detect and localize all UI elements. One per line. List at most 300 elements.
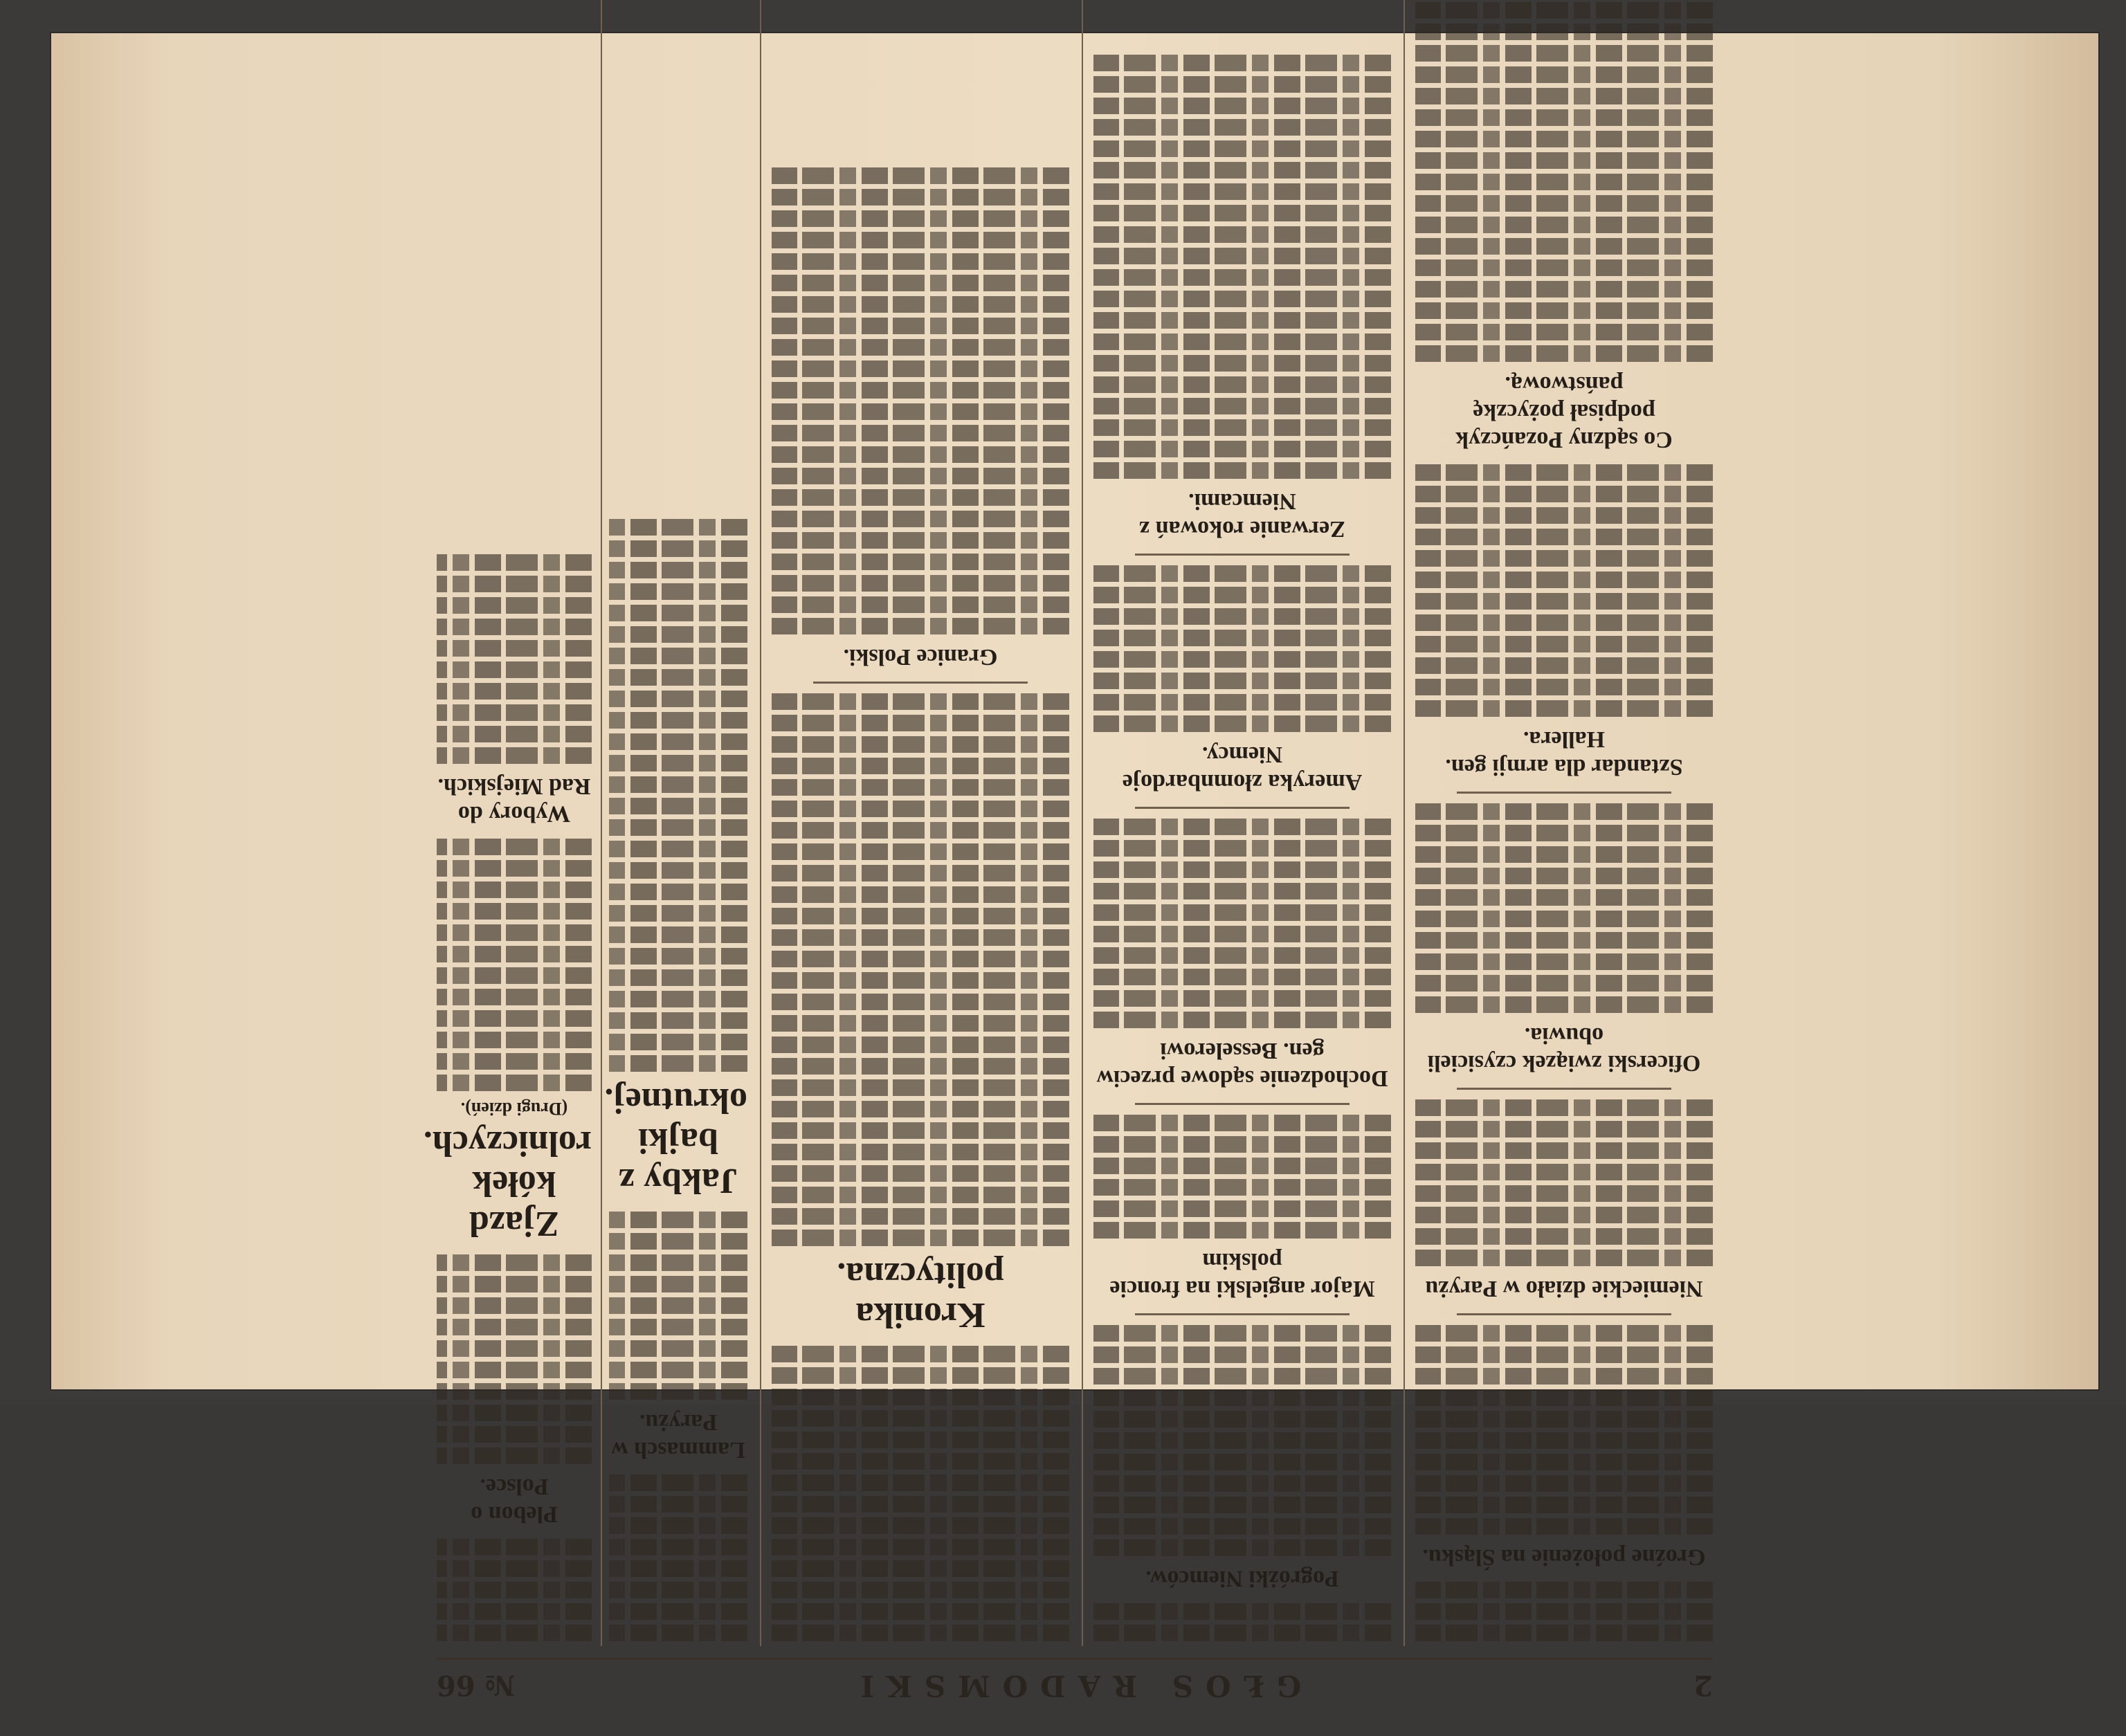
column-rule [760,0,761,1646]
text-line [609,991,747,1007]
text-line [772,446,1069,463]
text-line [1415,803,1713,820]
text-line [772,360,1069,377]
text-line [1415,152,1713,169]
text-line [772,167,1069,184]
text-line [437,924,592,941]
text-line [1415,700,1713,717]
article-heading: Co sądzny Pozańczyk podpisał pożyczkę państwową. [1455,372,1673,453]
text-line [609,1474,747,1491]
text-line [1415,238,1713,255]
text-line [1093,651,1391,668]
text-line [1415,1325,1713,1342]
text-line [1093,1012,1391,1028]
text-line [1415,1411,1713,1427]
text-line [609,712,747,729]
text-line [1093,98,1391,114]
text-line [1415,88,1713,104]
text-line [1415,1346,1713,1363]
divider [1457,1313,1671,1315]
text-line [1093,1475,1391,1492]
text-line [437,881,592,898]
text-line [437,1603,592,1620]
text-line [772,1517,1069,1534]
text-line [1093,55,1391,71]
column-2 [1093,0,1391,1646]
text-line [437,1276,592,1292]
text-line [1415,572,1713,588]
text-line [437,747,592,764]
text-line [437,597,592,614]
text-line [1415,1228,1713,1245]
text-line [1415,1497,1713,1513]
article-heading: Plebon o Polsce. [471,1474,558,1527]
text-line [1415,109,1713,126]
page-header [437,1658,1713,1708]
text-line [609,1496,747,1513]
text-line [772,1058,1069,1075]
text-line [772,1144,1069,1160]
text-line [1415,1625,1713,1641]
text-line [772,865,1069,881]
text-line [437,1383,592,1400]
text-line [1415,345,1713,362]
text-line [1415,259,1713,276]
text-line [1093,1625,1391,1641]
text-line [437,1319,592,1335]
text-line [1093,1158,1391,1174]
article-heading: Niemieckie działo w Paryżu [1425,1276,1703,1301]
text-line [772,801,1069,817]
text-line [1415,825,1713,841]
text-line [772,318,1069,334]
text-line [609,1582,747,1598]
text-line [1415,1121,1713,1137]
text-line [609,948,747,965]
text-line [772,618,1069,634]
text-line [772,843,1069,860]
text-line [437,1032,592,1048]
text-line [1093,1368,1391,1385]
text-line [1415,281,1713,298]
divider [1135,1103,1350,1105]
text-line [1415,1185,1713,1202]
text-line [437,1053,592,1070]
text-line [772,489,1069,506]
text-line [609,540,747,557]
text-line [1093,419,1391,436]
text-line [772,296,1069,313]
text-line [609,1319,747,1335]
rotated-page-content [395,0,1754,1736]
text-line [772,339,1069,356]
text-line [772,929,1069,946]
text-line [609,1055,747,1072]
text-line [1415,593,1713,610]
text-line [609,798,747,814]
text-line [609,1560,747,1577]
text-line [1093,1115,1391,1131]
text-line [772,1560,1069,1577]
text-line [1415,174,1713,190]
text-line [1093,376,1391,393]
text-line [772,468,1069,484]
column-rule [1403,0,1405,1646]
text-line [772,822,1069,839]
text-line [1093,1454,1391,1470]
text-line [609,1539,747,1555]
text-line [1415,24,1713,40]
text-line [1093,904,1391,921]
column-1 [1415,0,1713,1646]
text-line [609,926,747,943]
text-line [1415,45,1713,62]
text-line [609,1603,747,1620]
text-line [1093,398,1391,414]
column-rule [1082,0,1083,1646]
text-line [609,605,747,621]
text-line [1415,507,1713,524]
text-line [1093,1325,1391,1342]
text-line [772,1625,1069,1641]
text-line [609,1012,747,1029]
article-heading: Kronika polityczna. [837,1255,1004,1335]
text-line [772,1582,1069,1598]
text-line [1093,587,1391,603]
text-line [772,951,1069,967]
text-line [609,669,747,686]
text-line [772,1187,1069,1203]
text-line [772,425,1069,441]
article-heading: Dochodzenie sądowe przeciw gen. Besselerowi [1096,1038,1388,1091]
article-heading: Zerwanie rokowań z Niemcami. [1139,488,1345,542]
masthead: GŁOS RADOMSKI [848,1669,1302,1703]
text-line [1415,911,1713,927]
text-line [437,726,592,742]
text-line [1093,673,1391,689]
text-line [1415,1389,1713,1406]
text-line [772,1208,1069,1225]
text-line [437,1297,592,1314]
text-line [437,1340,592,1357]
article-heading: Major angielski na froncie polskim [1109,1248,1375,1301]
text-line [772,1079,1069,1096]
text-line [609,691,747,707]
article-heading: Ameryka złomnbardoje Niemcy. [1122,742,1363,795]
text-line [437,554,592,571]
text-line [1415,1368,1713,1385]
text-line [772,253,1069,270]
text-line [772,1165,1069,1182]
text-line [1415,679,1713,695]
text-line [772,575,1069,592]
text-line [1415,217,1713,233]
text-line [1093,715,1391,732]
text-line [1415,1475,1713,1492]
text-line [1093,76,1391,93]
text-line [772,511,1069,527]
text-line [772,532,1069,549]
text-line [772,1496,1069,1513]
text-line [1093,883,1391,899]
text-line [1093,140,1391,157]
text-line [609,776,747,793]
text-line [772,779,1069,796]
text-line [772,1015,1069,1032]
text-line [1415,1582,1713,1598]
text-line [1415,636,1713,652]
text-line [1415,1518,1713,1535]
text-line [772,403,1069,420]
divider [1457,1088,1671,1090]
article-heading: Wybory do Rad Miejskich. [437,774,591,827]
text-line [609,519,747,536]
divider [1135,554,1350,556]
text-line [1415,529,1713,545]
text-line [1415,996,1713,1013]
text-line [437,640,592,657]
divider [1457,792,1671,794]
text-line [437,1560,592,1577]
text-line [772,1367,1069,1384]
text-line [772,596,1069,613]
text-line [1093,1179,1391,1196]
text-line [1093,269,1391,286]
text-line [772,1410,1069,1427]
text-line [609,969,747,986]
text-line [1093,969,1391,985]
text-line [609,862,747,879]
text-line [437,1426,592,1443]
text-line [772,1346,1069,1362]
text-line [1093,248,1391,264]
page-number: 2 [1693,1669,1713,1701]
column-5 [423,0,592,1646]
text-line [609,819,747,836]
text-line [437,967,592,984]
text-line [437,903,592,920]
text-line [1093,312,1391,329]
article-heading: Oficerski związek czysicieli obuwia. [1427,1023,1701,1076]
text-line [1415,932,1713,949]
text-line [437,1254,592,1271]
text-line [1415,66,1713,83]
text-line [1093,462,1391,479]
text-line [1415,1603,1713,1620]
text-line [1415,953,1713,970]
text-line [772,1603,1069,1620]
text-line [1093,205,1391,221]
text-line [1093,1539,1391,1556]
text-line [609,1625,747,1641]
text-line [1093,119,1391,136]
article-heading: Groźne położenie na Śląsku. [1422,1544,1706,1570]
text-line [437,1447,592,1464]
text-line [772,232,1069,248]
text-line [772,1474,1069,1491]
text-line [1093,1136,1391,1153]
article-heading: Zjazd kółek rolniczych. [423,1124,592,1243]
text-line [772,736,1069,753]
text-line [609,1212,747,1228]
text-line [437,619,592,635]
article-heading: Granice Polski. [843,644,998,670]
text-line [1415,1432,1713,1449]
text-line [1093,990,1391,1007]
text-line [609,733,747,750]
text-line [609,1297,747,1314]
text-line [1093,1222,1391,1239]
text-line [609,884,747,900]
text-line [772,189,1069,205]
text-line [1093,1411,1391,1427]
text-line [609,1276,747,1292]
text-line [609,1034,747,1050]
text-line [1093,334,1391,350]
text-line [1415,550,1713,567]
text-line [772,994,1069,1010]
text-line [437,683,592,700]
text-line [609,562,747,578]
text-line [1093,1389,1391,1406]
article-subheading: (Drugi dzień). [460,1099,568,1119]
text-line [772,1539,1069,1555]
text-line [1415,846,1713,863]
text-line [772,1453,1069,1470]
text-line [1093,608,1391,625]
text-line [772,275,1069,291]
text-line [1415,657,1713,674]
text-line [1415,889,1713,906]
text-line [1093,291,1391,307]
column-4 [604,0,747,1646]
text-line [1415,1164,1713,1180]
text-line [1093,694,1391,711]
text-line [609,648,747,664]
text-line [609,1254,747,1271]
text-line [1093,1518,1391,1535]
text-line [1415,975,1713,992]
divider [813,682,1028,684]
text-line [437,1075,592,1091]
text-line [1093,1346,1391,1363]
text-line [1415,486,1713,502]
article-heading: Jakby z bajki okrutnej. [604,1081,747,1200]
text-line [1093,630,1391,646]
text-line [609,1383,747,1400]
text-line [437,1539,592,1555]
text-line [772,1101,1069,1117]
column-rule [601,0,602,1646]
text-line [437,1405,592,1421]
text-line [1093,355,1391,372]
text-line [437,839,592,855]
text-line [437,576,592,592]
text-line [772,886,1069,903]
text-line [1415,1207,1713,1223]
text-line [1415,324,1713,340]
text-line [609,1233,747,1250]
text-line [1093,1200,1391,1217]
text-line [437,1625,592,1641]
text-line [1093,1497,1391,1513]
text-line [1415,2,1713,19]
text-line [1093,861,1391,878]
text-line [772,693,1069,710]
text-line [437,704,592,721]
column-3 [772,0,1069,1646]
article-heading: Lammasch w Paryżu. [611,1409,745,1463]
text-line [437,1010,592,1027]
text-line [609,1340,747,1357]
text-line [609,1517,747,1534]
text-line [1093,840,1391,857]
text-line [772,972,1069,989]
text-line [1093,947,1391,964]
text-line [1415,1142,1713,1159]
text-line [1093,1432,1391,1449]
text-line [609,905,747,922]
text-line [1415,1099,1713,1116]
text-line [609,841,747,857]
text-line [1415,131,1713,147]
text-line [1093,926,1391,942]
text-line [609,1362,747,1378]
text-line [1093,183,1391,200]
text-line [437,661,592,678]
text-line [609,583,747,600]
text-line [1415,868,1713,884]
divider [1135,807,1350,809]
text-line [1415,614,1713,631]
text-line [1415,302,1713,319]
text-line [772,210,1069,227]
text-line [1093,226,1391,243]
article-heading: Sztandar dla armji gen. Hallera. [1445,727,1683,780]
text-line [772,1389,1069,1405]
text-line [772,1230,1069,1246]
text-line [1093,162,1391,179]
text-line [772,1036,1069,1053]
text-line [772,758,1069,774]
text-line [772,908,1069,924]
article-heading: Pogróżki Niemców. [1145,1566,1339,1591]
text-line [1415,464,1713,481]
text-line [437,1362,592,1378]
text-line [437,1582,592,1598]
text-line [437,860,592,877]
text-line [772,1432,1069,1448]
text-line [1415,1454,1713,1470]
text-line [437,989,592,1005]
text-line [609,755,747,771]
text-line [772,554,1069,570]
newspaper-page [50,32,2100,1703]
text-line [437,946,592,962]
text-line [1093,819,1391,835]
text-line [1093,1603,1391,1620]
text-line [1093,565,1391,582]
text-line [772,382,1069,399]
text-line [772,1122,1069,1139]
divider [1135,1313,1350,1315]
text-line [1415,1250,1713,1266]
text-line [1415,195,1713,212]
issue-number: № 66 [437,1669,516,1701]
text-line [609,626,747,643]
text-line [772,715,1069,731]
text-line [1093,441,1391,457]
